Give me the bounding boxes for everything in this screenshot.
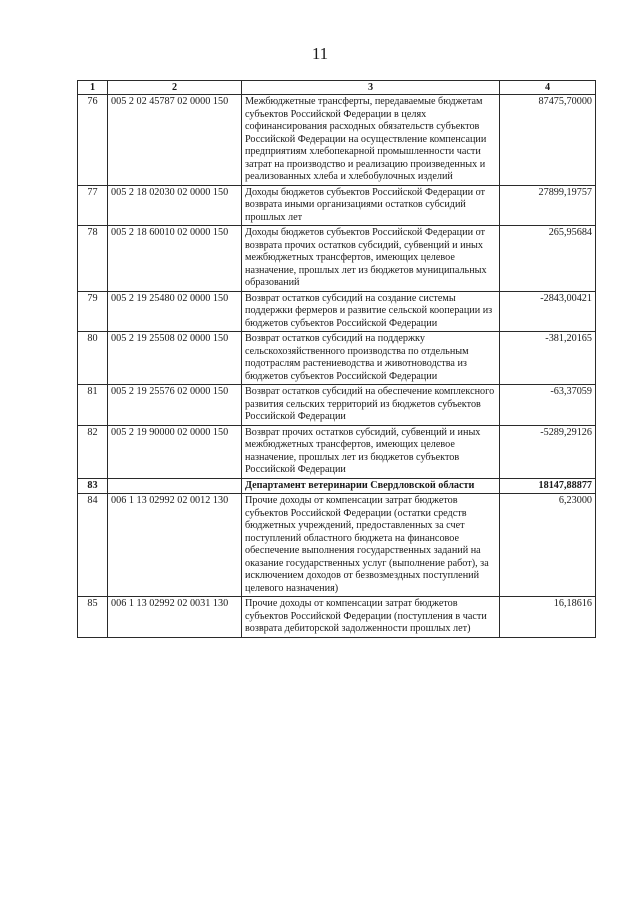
table-row [78, 494, 596, 597]
revenue-code: 005 2 19 25480 02 0000 150 [108, 291, 242, 332]
revenue-name: Возврат остатков субсидий на создание системы поддержки фермеров и развитие сельской кооперации из бюджетов субъектов Российской Федерации [242, 291, 500, 332]
row-number: 77 [78, 185, 108, 226]
row-number: 82 [78, 425, 108, 478]
row-number: 81 [78, 385, 108, 426]
revenue-code: 005 2 02 45787 02 0000 150 [108, 95, 242, 186]
row-number: 85 [78, 597, 108, 638]
table-row [78, 385, 596, 426]
table-row [78, 95, 596, 186]
revenue-amount: 265,95684 [500, 226, 596, 292]
revenue-name: Прочие доходы от компенсации затрат бюджетов субъектов Российской Федерации (поступления в части возврата дебиторской задолженности прошлых лет) [242, 597, 500, 638]
revenue-name: Прочие доходы от компенсации затрат бюджетов субъектов Российской Федерации (остатки средств бюджетных учреждений, предоставленных за счет поступлений областного бюджета на финансовое обеспечение выполнения государственных заданий на оказание государственных услуг (выполнение работ), за исключением доходов от безвозмездных поступлений целевого назначения) [242, 494, 500, 597]
row-number: 76 [78, 95, 108, 186]
revenue-amount: 87475,70000 [500, 95, 596, 186]
revenue-amount: -5289,29126 [500, 425, 596, 478]
row-number: 84 [78, 494, 108, 597]
revenue-code [108, 478, 242, 494]
header-col-name: 3 [242, 81, 500, 95]
table-row [78, 425, 596, 478]
table-header-row [78, 81, 596, 95]
page-number: 11 [311, 44, 329, 63]
revenue-name: Доходы бюджетов субъектов Российской Федерации от возврата иными организациями остатков субсидий прошлых лет [242, 185, 500, 226]
revenue-code: 005 2 18 02030 02 0000 150 [108, 185, 242, 226]
budget-revenue-table [77, 80, 596, 638]
revenue-name: Возврат остатков субсидий на обеспечение комплексного развития сельских территорий из бюджетов субъектов Российской Федерации [242, 385, 500, 426]
revenue-name: Возврат прочих остатков субсидий, субвенций и иных межбюджетных трансфертов, имеющих целевое назначение, прошлых лет из бюджетов субъектов Российской Федерации [242, 425, 500, 478]
table-row [78, 226, 596, 292]
department-total-amount: 18147,88877 [500, 478, 596, 494]
header-col-number: 1 [78, 81, 108, 95]
revenue-name: Межбюджетные трансферты, передаваемые бюджетам субъектов Российской Федерации в целях софинансирования расходных обязательств субъектов Российской Федерации на осуществление компенсации предприятиям хлебопекарной промышленности части затрат на производство и реализацию произведенных и реализованных хлеба и хлебобулочных изделий [242, 95, 500, 186]
revenue-code: 006 1 13 02992 02 0012 130 [108, 494, 242, 597]
revenue-code: 005 2 18 60010 02 0000 150 [108, 226, 242, 292]
table-row [78, 597, 596, 638]
department-name: Департамент ветеринарии Свердловской области [242, 478, 500, 494]
table-row [78, 332, 596, 385]
revenue-amount: -63,37059 [500, 385, 596, 426]
revenue-code: 006 1 13 02992 02 0031 130 [108, 597, 242, 638]
row-number: 83 [78, 478, 108, 494]
header-col-code: 2 [108, 81, 242, 95]
revenue-code: 005 2 19 25576 02 0000 150 [108, 385, 242, 426]
row-number: 80 [78, 332, 108, 385]
header-col-amount: 4 [500, 81, 596, 95]
revenue-code: 005 2 19 90000 02 0000 150 [108, 425, 242, 478]
revenue-code: 005 2 19 25508 02 0000 150 [108, 332, 242, 385]
department-subtotal-row [78, 478, 596, 494]
revenue-name: Доходы бюджетов субъектов Российской Федерации от возврата прочих остатков субсидий, субвенций и иных межбюджетных трансфертов, имеющих целевое назначение, прошлых лет из бюджетов муниципальных образований [242, 226, 500, 292]
revenue-amount: 27899,19757 [500, 185, 596, 226]
revenue-amount: 6,23000 [500, 494, 596, 597]
revenue-amount: -381,20165 [500, 332, 596, 385]
revenue-amount: -2843,00421 [500, 291, 596, 332]
table-row [78, 185, 596, 226]
row-number: 78 [78, 226, 108, 292]
row-number: 79 [78, 291, 108, 332]
revenue-amount: 16,18616 [500, 597, 596, 638]
revenue-name: Возврат остатков субсидий на поддержку сельскохозяйственного производства по отдельным подотраслям растениеводства и животноводства из бюджетов субъектов Российской Федерации [242, 332, 500, 385]
table-row [78, 291, 596, 332]
